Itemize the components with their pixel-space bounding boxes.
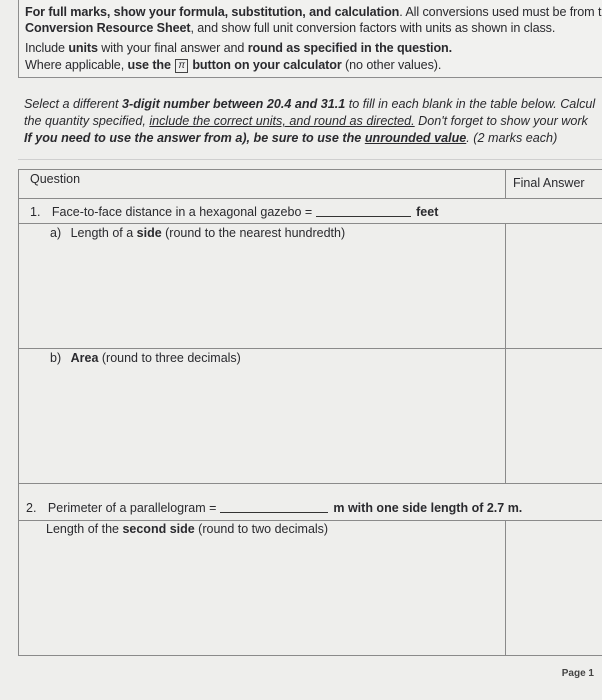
sel-text: . (2 marks each) xyxy=(466,131,558,145)
sel-text: the quantity specified, xyxy=(24,114,150,128)
instr-text: , and show full unit conversion factors with units as shown in class. xyxy=(190,21,556,35)
sel-text: Select a different xyxy=(24,97,123,111)
selection-line-1 xyxy=(24,97,595,111)
instructions-line-3 xyxy=(25,41,452,55)
q1-row xyxy=(30,205,438,219)
q2-sub-bold: second side xyxy=(122,522,195,536)
table-border-bottom xyxy=(18,655,602,656)
sel-text: 3-digit number between 20.4 and 31.1 xyxy=(122,97,346,111)
q1b-label: b) xyxy=(50,351,62,365)
instr-text: use the xyxy=(127,58,171,72)
q1a-row xyxy=(50,226,345,240)
instr-text: . All conversions used must be from t xyxy=(399,5,602,19)
q2-number: 2. xyxy=(26,501,37,515)
instr-text: with your final answer and xyxy=(97,41,248,55)
instr-text: Where applicable, xyxy=(25,58,128,72)
instr-text: Conversion Resource Sheet xyxy=(25,21,191,35)
q1-unit: feet xyxy=(416,205,439,219)
instr-text: formula, substitution, and calculation xyxy=(179,5,400,19)
q1-text: Face-to-face distance in a hexagonal gazebo = xyxy=(51,205,316,219)
sel-text: Don't forget to show your work xyxy=(414,114,588,128)
instr-text: round as specified in the question. xyxy=(247,41,453,55)
table-row-divider xyxy=(18,520,602,521)
table-header-divider xyxy=(18,198,602,199)
table-border-top xyxy=(18,169,602,170)
q1-blank[interactable] xyxy=(316,205,411,217)
instructions-box xyxy=(18,0,602,78)
table-row-divider xyxy=(18,348,602,349)
q2-suffix: m with one side length of 2.7 m. xyxy=(333,501,523,515)
instructions-line-1 xyxy=(25,5,601,19)
instr-text: units xyxy=(68,41,98,55)
table-border-left xyxy=(18,169,19,656)
table-col-divider xyxy=(505,223,506,483)
instructions-line-2 xyxy=(25,21,555,35)
q1a-prefix: Length of a xyxy=(70,226,137,240)
table-col-divider xyxy=(505,169,506,199)
table-col-divider xyxy=(505,520,506,655)
sel-text: include the correct units, and round as directed. xyxy=(149,114,415,128)
divider xyxy=(18,159,602,160)
q2-text: Perimeter of a parallelogram = xyxy=(47,501,220,515)
page-number: Page 1 xyxy=(561,668,594,679)
q2-row xyxy=(26,501,522,515)
q2-sub-suffix: (round to two decimals) xyxy=(194,522,329,536)
sel-text: If you need to use the answer from a), be sure to use the xyxy=(24,131,365,145)
header-final-answer: Final Answer xyxy=(513,176,585,190)
table-row-divider xyxy=(18,483,602,484)
pi-button-icon: π xyxy=(175,59,188,73)
selection-line-3 xyxy=(24,131,557,145)
sel-text: unrounded value xyxy=(364,131,467,145)
instr-text: (no other values). xyxy=(341,58,442,72)
header-question: Question xyxy=(30,172,81,186)
q1a-suffix: (round to the nearest hundredth) xyxy=(161,226,346,240)
q1-number: 1. xyxy=(30,205,41,219)
q1b-suffix: (round to three decimals) xyxy=(98,351,241,365)
q1b-bold: Area xyxy=(70,351,99,365)
q2-blank[interactable] xyxy=(220,501,328,513)
selection-line-2 xyxy=(24,114,588,128)
instr-text: For full marks, show your xyxy=(25,5,180,19)
q1a-bold: side xyxy=(136,226,162,240)
instr-text: button on your calculator xyxy=(192,58,342,72)
q2-sub-row xyxy=(46,522,328,536)
q1b-row xyxy=(50,351,241,365)
instr-text: Include xyxy=(25,41,69,55)
instructions-line-4 xyxy=(25,58,441,73)
q1a-label: a) xyxy=(50,226,62,240)
q2-sub-prefix: Length of the xyxy=(46,522,123,536)
table-row-divider xyxy=(18,223,602,224)
sel-text: to fill in each blank in the table below. Calcul xyxy=(345,97,596,111)
